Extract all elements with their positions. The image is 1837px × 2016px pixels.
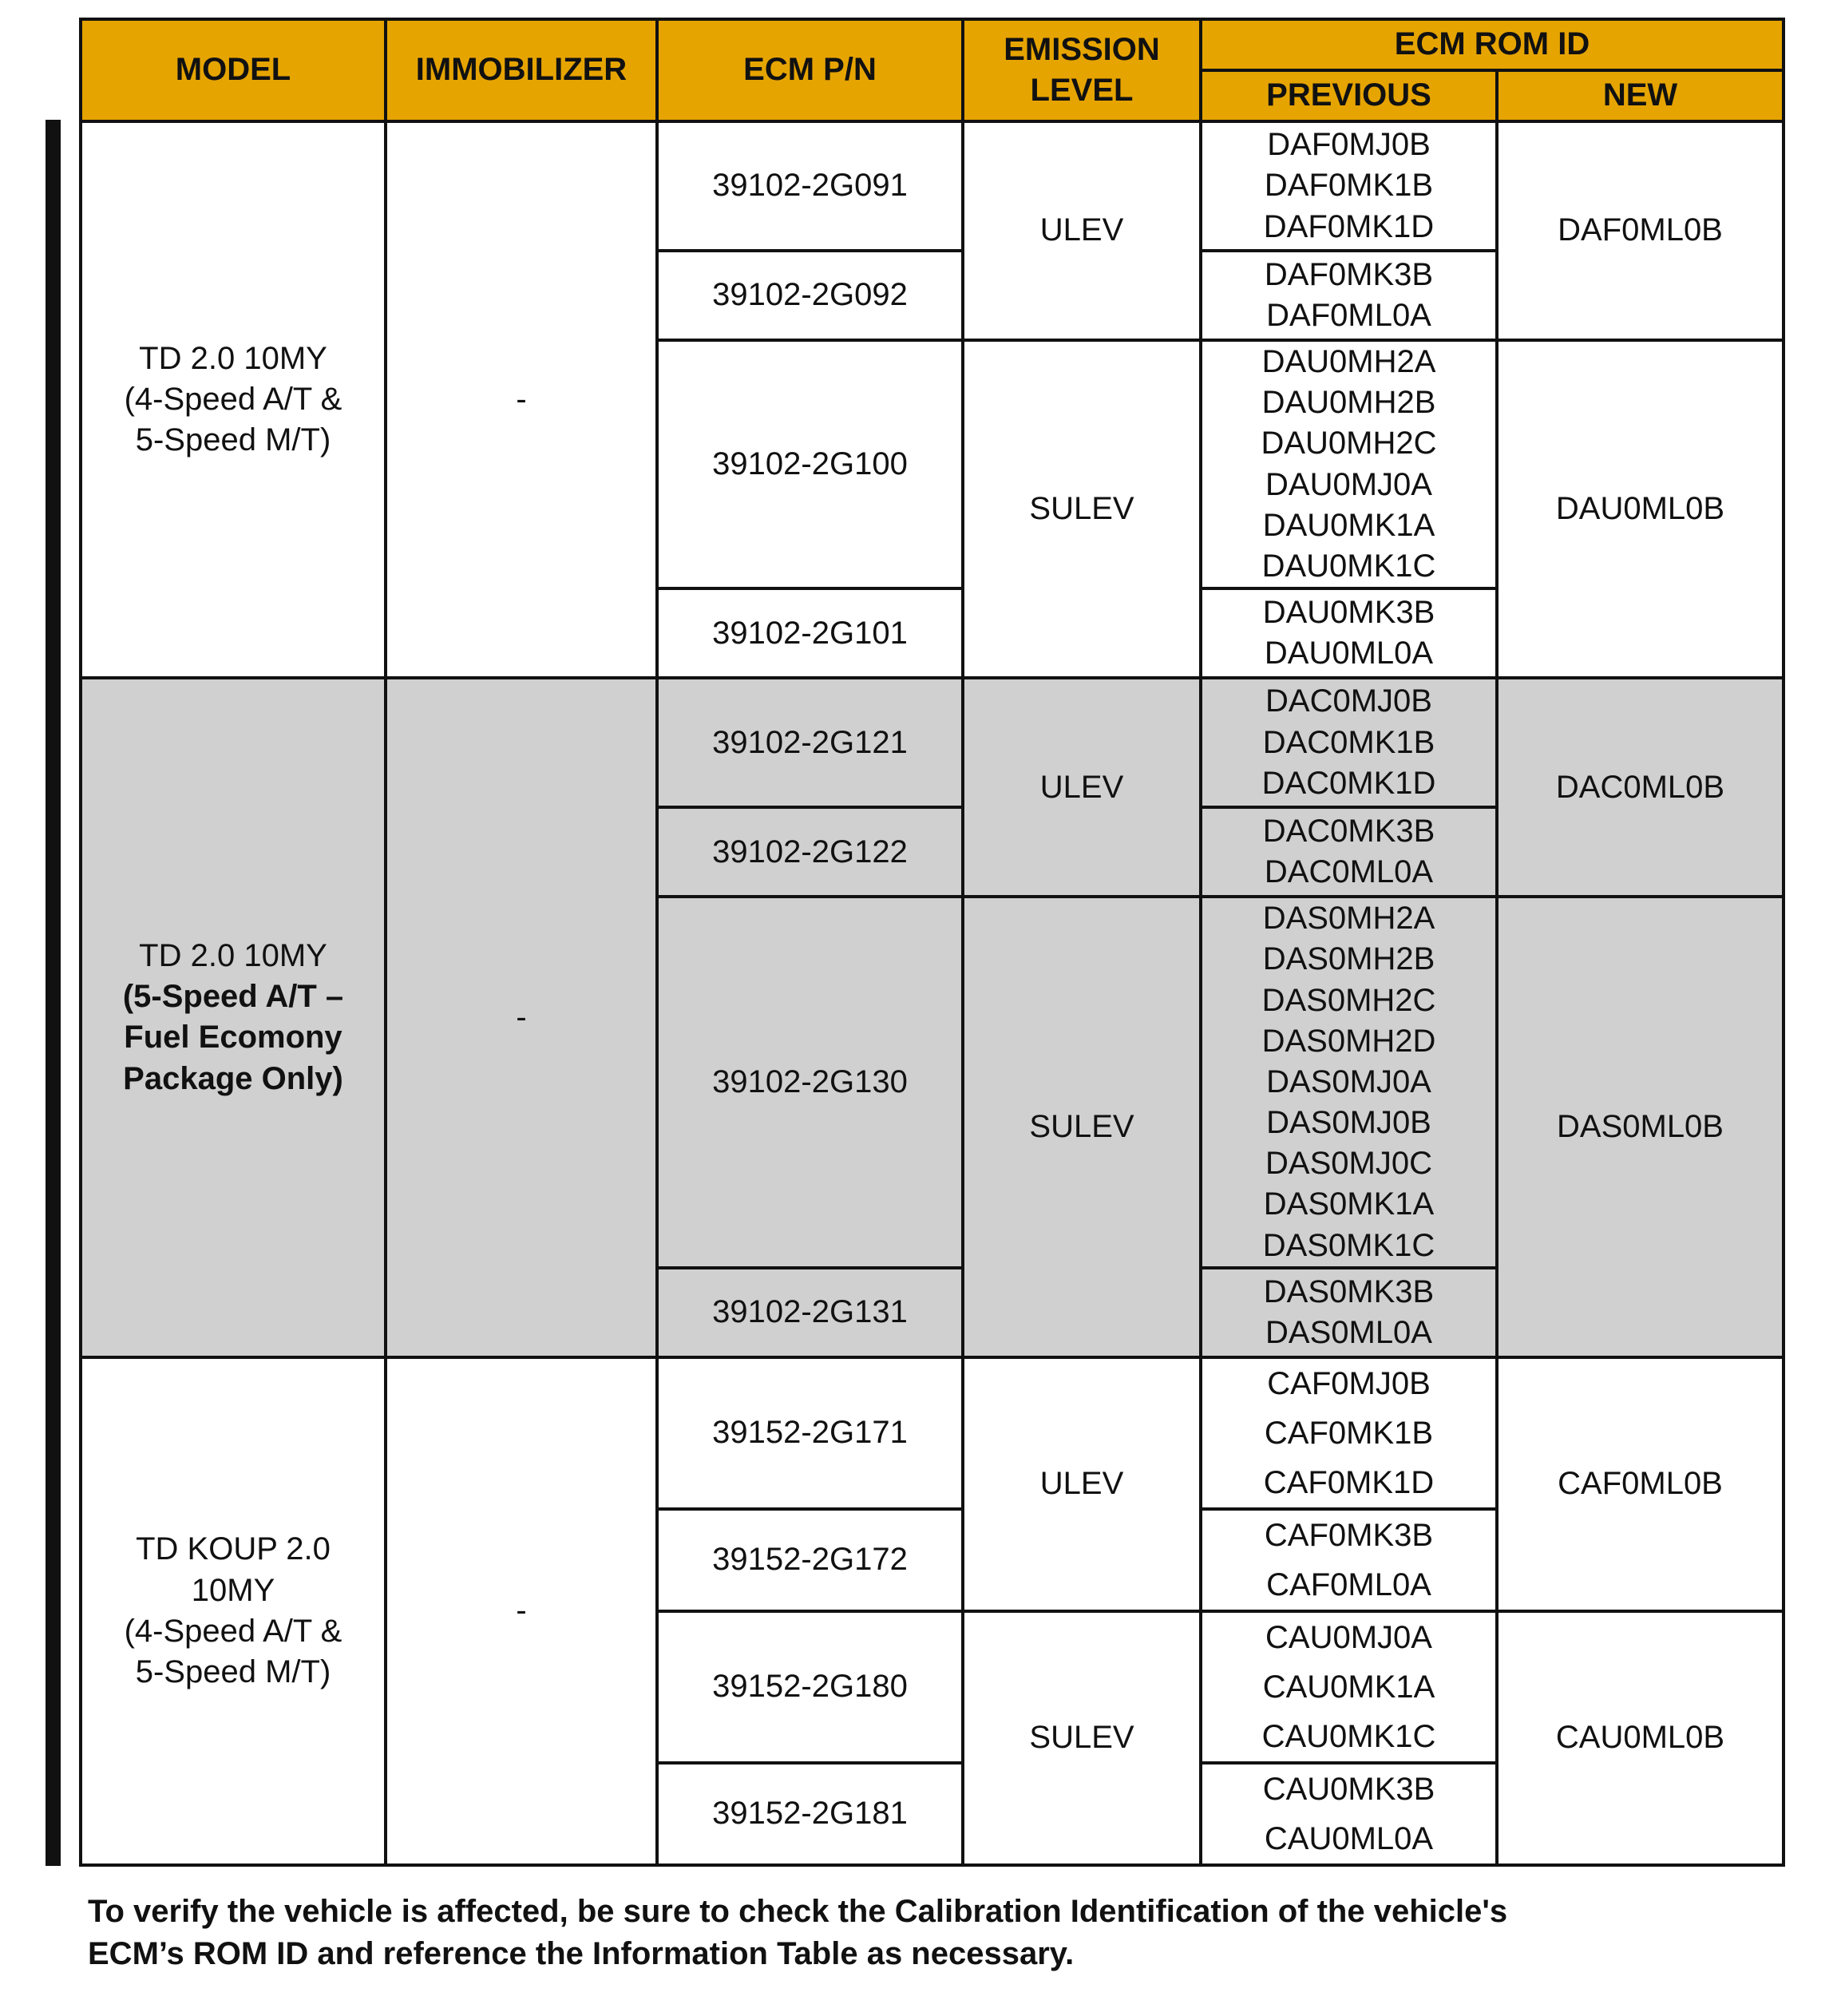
previous-rom-id: CAU0ML0A xyxy=(1264,1820,1434,1856)
previous-rom-id: DAC0ML0A xyxy=(1264,854,1434,890)
emission-level-cell: ULEV xyxy=(963,678,1201,897)
previous-rom-id: CAU0MK1C xyxy=(1261,1718,1436,1754)
ecm-pn-cell: 39152-2G172 xyxy=(657,1509,963,1611)
model-cell xyxy=(81,1357,386,1865)
previous-rom-id-cell xyxy=(1201,807,1497,897)
previous-rom-id: DAU0MJ0A xyxy=(1265,466,1432,502)
model-cell xyxy=(81,678,386,1357)
emission-level-cell: SULEV xyxy=(963,1611,1201,1865)
previous-rom-id: CAU0MJ0A xyxy=(1265,1619,1432,1655)
previous-rom-id: CAU0MK1A xyxy=(1262,1669,1435,1705)
immobilizer-cell: - xyxy=(386,678,657,1357)
previous-rom-id: DAU0MK1A xyxy=(1262,507,1435,543)
model-line: TD 2.0 10MY xyxy=(139,938,327,974)
model-line: (5-Speed A/T – xyxy=(122,979,344,1015)
model-line: 10MY xyxy=(191,1572,275,1608)
header-model: MODEL xyxy=(81,19,386,121)
previous-rom-id: DAS0ML0A xyxy=(1265,1314,1432,1350)
model-line: 5-Speed M/T) xyxy=(135,422,331,458)
table-row xyxy=(81,1357,1784,1509)
previous-rom-id-cell xyxy=(1201,340,1497,588)
previous-rom-id: DAU0MH2C xyxy=(1261,426,1437,461)
ecm-pn-cell: 39102-2G092 xyxy=(657,251,963,340)
previous-rom-id: DAU0MH2A xyxy=(1261,344,1436,379)
emission-level-cell: ULEV xyxy=(963,121,1201,340)
ecm-pn-cell: 39152-2G181 xyxy=(657,1763,963,1865)
previous-rom-id: DAF0MK3B xyxy=(1264,256,1434,292)
previous-rom-id: DAS0MJ0B xyxy=(1266,1105,1431,1141)
previous-rom-id: DAS0MH2D xyxy=(1261,1023,1436,1059)
new-rom-id-cell: CAF0ML0B xyxy=(1497,1357,1784,1611)
previous-rom-id-cell xyxy=(1201,678,1497,807)
previous-rom-id: CAF0MK1D xyxy=(1263,1464,1435,1500)
footer-note xyxy=(88,1891,1804,1975)
previous-rom-id: DAU0MK1C xyxy=(1261,548,1436,584)
header-new: NEW xyxy=(1497,70,1784,121)
previous-rom-id: CAF0MK3B xyxy=(1264,1517,1434,1553)
previous-rom-id: DAU0MH2B xyxy=(1261,385,1436,421)
ecm-pn-cell: 39152-2G180 xyxy=(657,1611,963,1763)
header-emission-level xyxy=(963,19,1201,121)
ecm-pn-cell: 39152-2G171 xyxy=(657,1357,963,1509)
previous-rom-id: DAF0MK1B xyxy=(1264,168,1434,204)
ecm-pn-cell: 39102-2G101 xyxy=(657,588,963,678)
previous-rom-id: DAU0ML0A xyxy=(1264,636,1434,671)
ecm-pn-cell: 39102-2G121 xyxy=(657,678,963,807)
previous-rom-id-cell xyxy=(1201,1268,1497,1357)
previous-rom-id: DAS0MJ0C xyxy=(1265,1146,1432,1182)
new-rom-id-cell: DAF0ML0B xyxy=(1497,121,1784,340)
immobilizer-cell: - xyxy=(386,1357,657,1865)
model-line: (4-Speed A/T & xyxy=(124,381,342,417)
previous-rom-id-cell xyxy=(1201,588,1497,678)
emission-level-cell: SULEV xyxy=(963,340,1201,678)
previous-rom-id: DAC0MJ0B xyxy=(1265,683,1432,719)
revision-bar xyxy=(46,120,61,1866)
footer-line-1: To verify the vehicle is affected, be sure to check the Calibration Identification of the vehicle's xyxy=(88,1894,1508,1929)
footer-line-2: ECM’s ROM ID and reference the Information Table as necessary. xyxy=(88,1935,1075,1971)
ecm-rom-id-table xyxy=(79,18,1785,1867)
previous-rom-id-cell xyxy=(1201,1357,1497,1509)
model-line: Package Only) xyxy=(123,1060,343,1096)
previous-rom-id: DAF0MK1D xyxy=(1263,208,1435,244)
model-line: TD KOUP 2.0 xyxy=(136,1531,331,1567)
previous-rom-id: DAS0MJ0A xyxy=(1266,1063,1431,1099)
new-rom-id-cell: CAU0ML0B xyxy=(1497,1611,1784,1865)
model-line: TD 2.0 10MY xyxy=(139,340,327,376)
table-row xyxy=(81,678,1784,807)
previous-rom-id-cell xyxy=(1201,897,1497,1268)
table-row xyxy=(81,121,1784,251)
ecm-pn-cell: 39102-2G122 xyxy=(657,807,963,897)
ecm-pn-cell: 39102-2G131 xyxy=(657,1268,963,1357)
ecm-pn-cell: 39102-2G091 xyxy=(657,121,963,251)
ecm-pn-cell: 39102-2G100 xyxy=(657,340,963,588)
previous-rom-id: DAC0MK1B xyxy=(1262,724,1435,760)
emission-level-cell: SULEV xyxy=(963,897,1201,1357)
emission-level-cell: ULEV xyxy=(963,1357,1201,1611)
model-cell xyxy=(81,121,386,678)
previous-rom-id: DAC0MK1D xyxy=(1261,765,1436,801)
previous-rom-id: DAS0MK1C xyxy=(1262,1227,1435,1263)
previous-rom-id: CAF0MK1B xyxy=(1264,1415,1434,1451)
table-body xyxy=(81,121,1784,1865)
previous-rom-id-cell xyxy=(1201,1509,1497,1611)
header-emission-line2: LEVEL xyxy=(1030,73,1134,108)
new-rom-id-cell: DAC0ML0B xyxy=(1497,678,1784,897)
previous-rom-id: CAF0ML0A xyxy=(1266,1566,1431,1602)
new-rom-id-cell: DAS0ML0B xyxy=(1497,897,1784,1357)
previous-rom-id: DAU0MK3B xyxy=(1262,594,1435,630)
previous-rom-id: DAS0MH2A xyxy=(1262,901,1435,937)
previous-rom-id-cell xyxy=(1201,121,1497,251)
header-immobilizer: IMMOBILIZER xyxy=(386,19,657,121)
model-line: 5-Speed M/T) xyxy=(135,1654,331,1689)
previous-rom-id: DAS0MH2C xyxy=(1261,982,1436,1018)
previous-rom-id: DAS0MK3B xyxy=(1263,1273,1435,1309)
model-line: (4-Speed A/T & xyxy=(124,1613,342,1649)
new-rom-id-cell: DAU0ML0B xyxy=(1497,340,1784,678)
previous-rom-id: DAS0MK1A xyxy=(1263,1186,1435,1222)
previous-rom-id: DAC0MK3B xyxy=(1262,813,1435,849)
previous-rom-id: DAF0ML0A xyxy=(1266,298,1431,333)
model-line: Fuel Ecomony xyxy=(124,1020,342,1056)
ecm-pn-cell: 39102-2G130 xyxy=(657,897,963,1268)
previous-rom-id-cell xyxy=(1201,1763,1497,1865)
previous-rom-id: CAU0MK3B xyxy=(1262,1771,1435,1807)
immobilizer-cell: - xyxy=(386,121,657,678)
previous-rom-id: CAF0MJ0B xyxy=(1267,1365,1431,1401)
header-previous: PREVIOUS xyxy=(1201,70,1497,121)
previous-rom-id: DAF0MJ0B xyxy=(1267,127,1431,163)
header-ecm-rom-id: ECM ROM ID xyxy=(1201,19,1784,70)
previous-rom-id-cell xyxy=(1201,251,1497,340)
previous-rom-id: DAS0MH2B xyxy=(1262,941,1435,977)
previous-rom-id-cell xyxy=(1201,1611,1497,1763)
header-ecm-pn: ECM P/N xyxy=(657,19,963,121)
header-emission-line1: EMISSION xyxy=(1004,31,1160,67)
